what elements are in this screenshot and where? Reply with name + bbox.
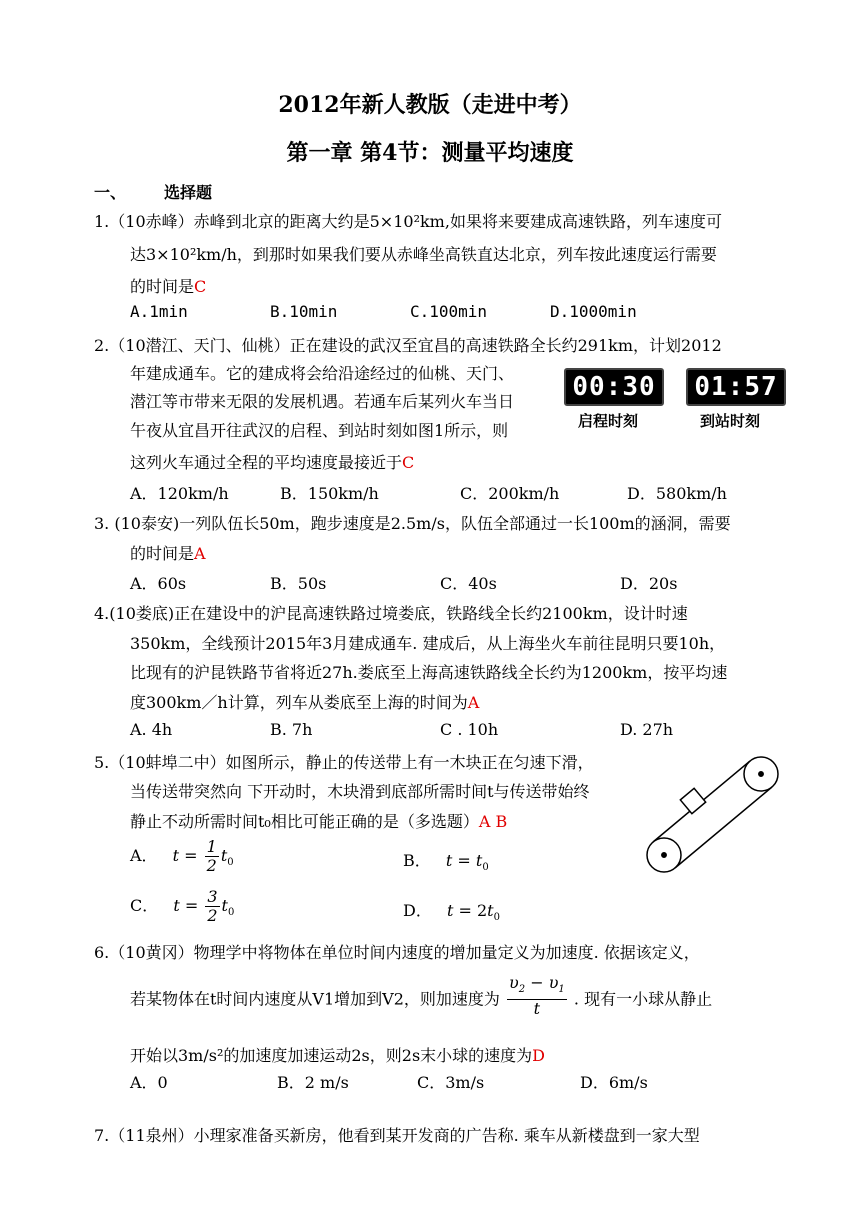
q3-option-b: B．50s	[270, 574, 327, 593]
q1-answer: C	[194, 277, 207, 296]
q5-line1: 5.（10蚌埠二中）如图所示，静止的传送带上有一木块正在匀速下滑，	[94, 753, 594, 772]
q2-option-c: C．200km/h	[460, 484, 560, 503]
q6-option-a: A．0	[130, 1073, 168, 1092]
q3-answer: A	[194, 544, 206, 563]
q6-option-c: C．3m/s	[417, 1073, 485, 1092]
q1-line3: 的时间是C	[130, 277, 207, 296]
section-heading: 选择题	[164, 183, 213, 202]
q4-line2: 350km，全线预计2015年3月建成通车. 建成后，从上海坐火车前往昆明只要10h，	[130, 634, 726, 653]
q1-option-c: C.100min	[410, 302, 488, 321]
conveyor-belt-figure	[640, 755, 790, 880]
arrival-label: 到站时刻	[700, 412, 761, 430]
q2-option-d: D．580km/h	[627, 484, 727, 503]
q4-line3: 比现有的沪昆铁路节省将近27h.娄底至上海高速铁路线全长约为1200km，按平均速	[130, 663, 728, 682]
q6-line3: 开始以3m/s²的加速度加速运动2s，则2s末小球的速度为D	[130, 1046, 545, 1065]
q5-option-d: D． $t = 2t_0$	[403, 901, 500, 924]
q5-line2: 当传送带突然向 下开动时，木块滑到底部所需时间t与传送带始终	[130, 782, 590, 801]
wooden-block	[680, 788, 705, 813]
departure-clock: 00:30	[564, 368, 664, 406]
arrival-clock: 01:57	[686, 368, 786, 406]
q5-line3: 静止不动所需时间t₀相比可能正确的是（多选题）A B	[130, 812, 508, 831]
q2-line2: 年建成通车。它的建成将会给沿途经过的仙桃、天门、	[130, 364, 515, 383]
departure-label: 启程时刻	[578, 412, 639, 430]
q3-option-d: D．20s	[620, 574, 678, 593]
q1-option-d: D.1000min	[550, 302, 637, 321]
q5-option-c: C． t = $\frac{3}{2}$ $t_0$	[130, 887, 235, 925]
q4-answer: A	[467, 693, 480, 712]
q2-line4: 午夜从宜昌开往武汉的启程、到站时刻如图1所示，则	[130, 421, 509, 440]
q3-line1: 3. (10泰安)一列队伍长50m，跑步速度是2.5m/s，队伍全部通过一长100m的涵洞，需要	[94, 514, 731, 533]
q4-option-a: A. 4h	[130, 720, 173, 739]
document-title: 2012年新人教版（走进中考）	[278, 92, 582, 118]
q5-answer: A B	[478, 812, 508, 831]
q6-line1: 6.（10黄冈）物理学中将物体在单位时间内速度的增加量定义为加速度. 依据该定义，	[94, 943, 700, 962]
q3-line2: 的时间是A	[130, 544, 206, 563]
q3-option-c: C．40s	[440, 574, 497, 593]
q1-line1: 1.（10赤峰）赤峰到北京的距离大约是5×10²km,如果将来要建成高速铁路，列车速度可	[94, 212, 722, 231]
q7-line1: 7.（11泉州）小理家准备买新房，他看到某开发商的广告称. 乘车从新楼盘到一家大型	[94, 1126, 700, 1145]
q2-option-a: A．120km/h	[130, 484, 229, 503]
q2-line5: 这列火车通过全程的平均速度最接近于C	[130, 453, 415, 472]
q4-option-b: B. 7h	[270, 720, 313, 739]
q1-option-b: B.10min	[270, 302, 338, 321]
q4-option-d: D. 27h	[620, 720, 674, 739]
chapter-title: 第一章 第4节：测量平均速度	[286, 140, 574, 166]
q2-option-b: B．150km/h	[280, 484, 379, 503]
q6-line2: 若某物体在t时间内速度从V1增加到V2，则加速度为 $\frac{\upsilon_2 - \upsilon_1}{t}$ . 现有一小球从静止	[130, 973, 713, 1019]
q4-line4: 度300km／h计算，列车从娄底至上海的时间为A	[130, 693, 480, 712]
q4-option-c: C . 10h	[440, 720, 499, 739]
q6-answer: D	[532, 1046, 545, 1065]
q6-option-b: B．2 m/s	[277, 1073, 349, 1092]
q5-option-b: B． $t = t_0$	[403, 851, 489, 874]
q1-line2: 达3×10²km/h，到那时如果我们要从赤峰坐高铁直达北京，列车按此速度运行需要	[130, 245, 717, 264]
q5-option-a: A． t = $\frac{1}{2}$ $t_0$	[130, 837, 234, 875]
q2-answer: C	[402, 453, 415, 472]
q3-option-a: A．60s	[130, 574, 187, 593]
q4-line1: 4.(10娄底)正在建设中的沪昆高速铁路过境娄底，铁路线全长约2100km，设计时速	[94, 604, 688, 623]
section-number: 一、	[94, 183, 127, 202]
q6-option-d: D．6m/s	[580, 1073, 648, 1092]
q1-option-a: A.1min	[130, 302, 188, 321]
q2-line1: 2.（10潜江、天门、仙桃）正在建设的武汉至宜昌的高速铁路全长约291km，计划2012	[94, 336, 722, 355]
q2-line3: 潜江等市带来无限的发展机遇。若通车后某列火车当日	[130, 392, 515, 411]
